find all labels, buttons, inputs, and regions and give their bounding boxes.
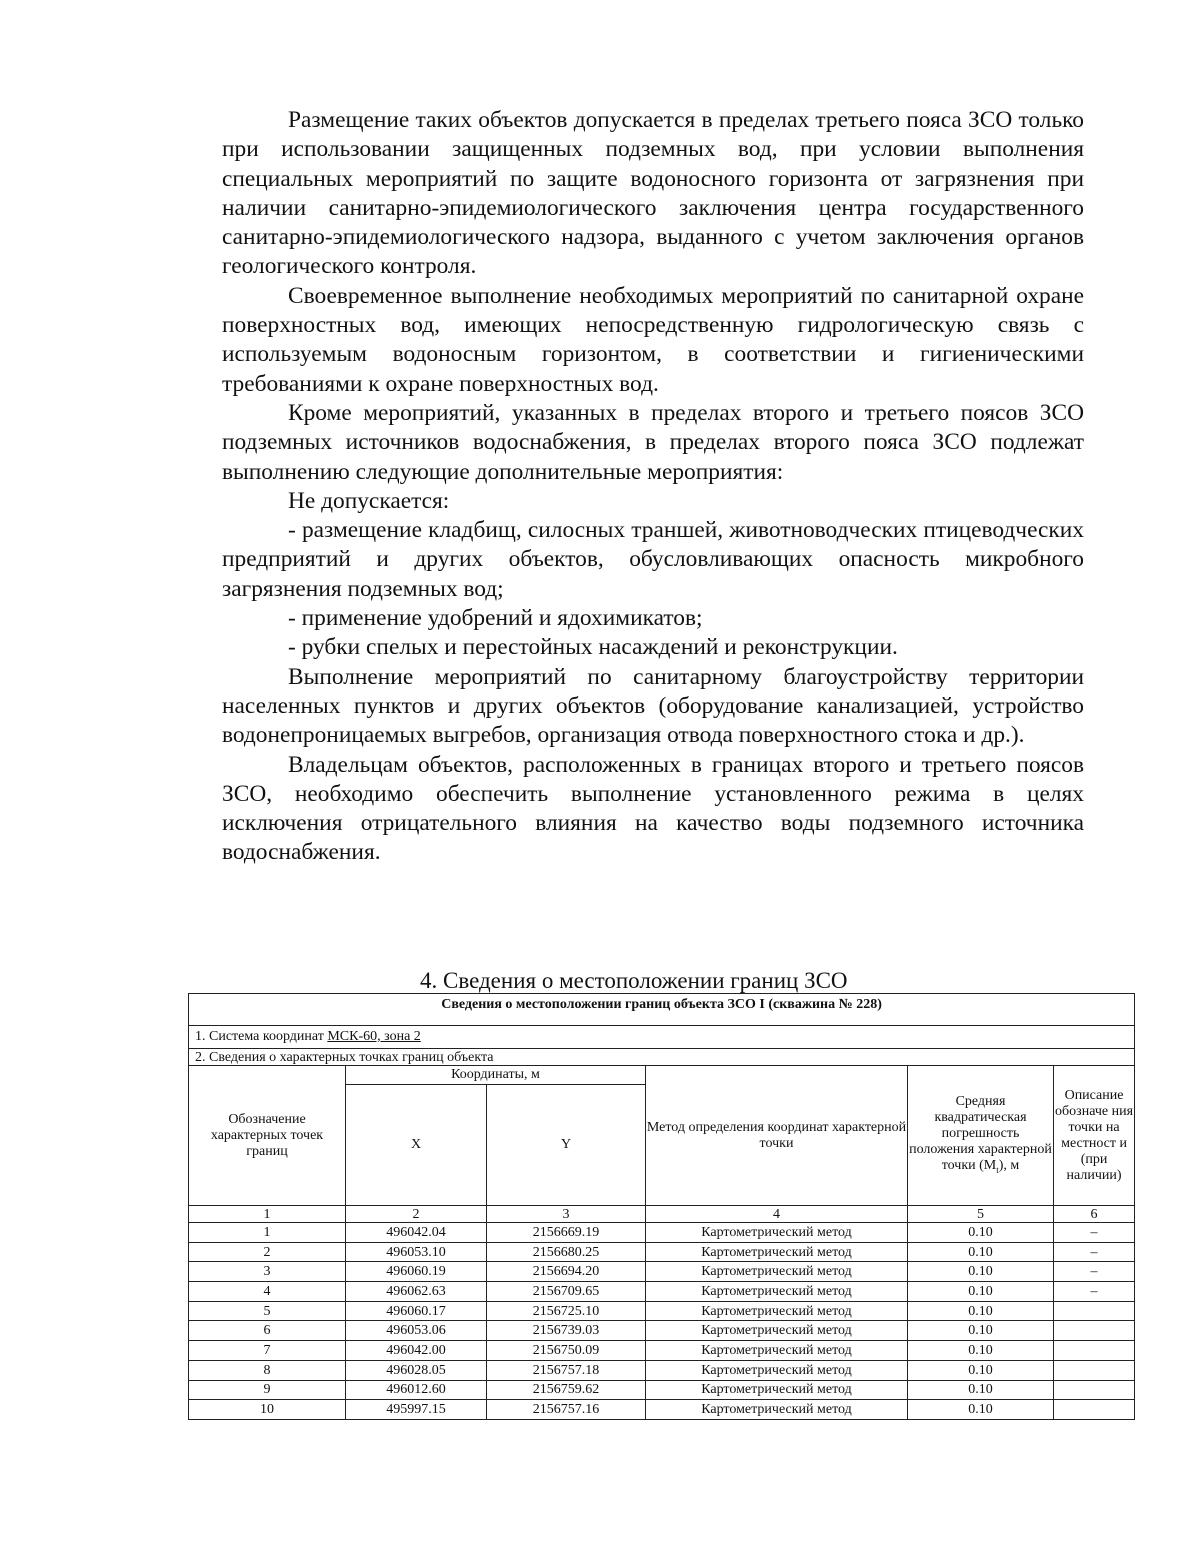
- method: Картометрический метод: [646, 1400, 908, 1420]
- error-value: 0.10: [908, 1360, 1054, 1380]
- method: Картометрический метод: [646, 1341, 908, 1361]
- header-y: Y: [487, 1085, 646, 1206]
- method: Картометрический метод: [646, 1380, 908, 1400]
- point-number: 6: [189, 1321, 346, 1341]
- point-number: 3: [189, 1262, 346, 1282]
- method: Картометрический метод: [646, 1360, 908, 1380]
- method: Картометрический метод: [646, 1223, 908, 1243]
- coord-x: 495997.15: [346, 1400, 487, 1420]
- column-number: 6: [1054, 1206, 1135, 1223]
- error-value: 0.10: [908, 1380, 1054, 1400]
- paragraph: Кроме мероприятий, указанных в пределах второго и третьего поясов ЗСО подземных источников водоснабжения, в пределах второго пояса ЗСО подлежат выполнению следующие дополнительные мероприятия:: [222, 399, 1084, 485]
- coord-y: 2156750.09: [487, 1341, 646, 1361]
- table-row: [189, 1400, 1135, 1420]
- paragraph: Выполнение мероприятий по санитарному благоустройству территории населенных пунктов и других объектов (оборудование канализацией, устройство водонепроницаемых выгребов, организация отвода поверхностного стока и др.).: [222, 663, 1084, 749]
- error-value: 0.10: [908, 1242, 1054, 1262]
- coordinate-system-prefix: 1. Система координат: [195, 1029, 328, 1044]
- point-number: 10: [189, 1400, 346, 1420]
- error-value: 0.10: [908, 1301, 1054, 1321]
- column-number: 1: [189, 1206, 346, 1223]
- paragraph: Размещение таких объектов допускается в пределах третьего пояса ЗСО только при использовании защищенных подземных вод, при условии выполнения специальных мероприятий по защите водоносного горизонта от загрязнения при наличии санитарно-эпидемиологического заключения центра государственного санитарно-эпидемиологического надзора, выданного с учетом заключения органов геологического контроля.: [222, 107, 1084, 280]
- method: Картометрический метод: [646, 1321, 908, 1341]
- coord-y: 2156669.19: [487, 1223, 646, 1243]
- point-number: 5: [189, 1301, 346, 1321]
- table-title: Сведения о местоположении границ объекта ЗСО I (скважина № 228): [189, 994, 1135, 1026]
- coord-x: 496042.04: [346, 1223, 487, 1243]
- coord-y: 2156694.20: [487, 1262, 646, 1282]
- coord-x: 496060.19: [346, 1262, 487, 1282]
- list-item: - применение удобрений и ядохимикатов;: [288, 605, 703, 632]
- coord-y: 2156680.25: [487, 1242, 646, 1262]
- header-error: Средняя квадратическая погрешность положения характерной точки $(M_t)$, м: [908, 1066, 1054, 1206]
- point-description: [1054, 1321, 1135, 1341]
- error-value: 0.10: [908, 1223, 1054, 1243]
- point-number: 9: [189, 1380, 346, 1400]
- point-description: –: [1054, 1282, 1135, 1302]
- table-row: [189, 1341, 1135, 1361]
- coordinate-system: [189, 1026, 1135, 1049]
- list-item: - рубки спелых и перестойных насаждений и реконструкции.: [288, 634, 898, 661]
- coord-y: 2156759.62: [487, 1380, 646, 1400]
- point-description: [1054, 1400, 1135, 1420]
- method: Картометрический метод: [646, 1282, 908, 1302]
- coord-x: 496053.06: [346, 1321, 487, 1341]
- method: Картометрический метод: [646, 1301, 908, 1321]
- table-row: [189, 1360, 1135, 1380]
- column-number: 5: [908, 1206, 1054, 1223]
- point-number: 8: [189, 1360, 346, 1380]
- paragraph: Не допускается:: [288, 487, 450, 514]
- coord-x: 496042.00: [346, 1341, 487, 1361]
- header-method: Метод определения координат характерной точки: [646, 1066, 908, 1206]
- column-number: 2: [346, 1206, 487, 1223]
- paragraph: Владельцам объектов, расположенных в границах второго и третьего поясов ЗСО, необходимо обеспечить выполнение установленного режима в целях исключения отрицательного влияния на качество воды подземного источника водоснабжения.: [222, 751, 1084, 866]
- coord-x: 496012.60: [346, 1380, 487, 1400]
- table-row: [189, 1301, 1135, 1321]
- error-value: 0.10: [908, 1400, 1054, 1420]
- method: Картометрический метод: [646, 1242, 908, 1262]
- body-text: [222, 106, 1084, 868]
- coord-x: 496060.17: [346, 1301, 487, 1321]
- error-value: 0.10: [908, 1341, 1054, 1361]
- section-title: 4. Сведения о местоположении границ ЗСО: [420, 968, 848, 993]
- table-row: [189, 1321, 1135, 1341]
- table-row: [189, 1262, 1135, 1282]
- error-value: 0.10: [908, 1262, 1054, 1282]
- header-designation: Обозначение характерных точек границ: [189, 1066, 346, 1206]
- coord-y: 2156725.10: [487, 1301, 646, 1321]
- point-description: [1054, 1341, 1135, 1361]
- header-coords: Координаты, м: [346, 1066, 646, 1085]
- table-row: [189, 1242, 1135, 1262]
- coordinate-system-value: МСК-60, зона 2: [327, 1029, 421, 1044]
- column-numbers-row: [189, 1206, 1135, 1223]
- column-number: 3: [487, 1206, 646, 1223]
- point-description: –: [1054, 1223, 1135, 1243]
- coord-x: 496062.63: [346, 1282, 487, 1302]
- column-number: 4: [646, 1206, 908, 1223]
- point-number: 2: [189, 1242, 346, 1262]
- point-description: [1054, 1301, 1135, 1321]
- coord-x: 496053.10: [346, 1242, 487, 1262]
- table-row: [189, 1282, 1135, 1302]
- point-number: 7: [189, 1341, 346, 1361]
- point-number: 1: [189, 1223, 346, 1243]
- coord-y: 2156709.65: [487, 1282, 646, 1302]
- list-item: - размещение кладбищ, силосных траншей, животноводческих птицеводческих предприятий и других объектов, обусловливающих опасность микробного загрязнения подземных вод;: [222, 517, 1084, 602]
- table-row: [189, 1223, 1135, 1243]
- error-value: 0.10: [908, 1321, 1054, 1341]
- point-description: –: [1054, 1262, 1135, 1282]
- paragraph: Своевременное выполнение необходимых мероприятий по санитарной охране поверхностных вод, имеющих непосредственную гидрологическую связь с используемым водоносным горизонтом, в соответствии и гигиеническими требованиями к охране поверхностных вод.: [222, 282, 1084, 397]
- coord-x: 496028.05: [346, 1360, 487, 1380]
- point-description: –: [1054, 1242, 1135, 1262]
- point-description: [1054, 1380, 1135, 1400]
- header-description: Описание обозначе ния точки на местност и (при наличии): [1054, 1066, 1135, 1206]
- error-value: 0.10: [908, 1282, 1054, 1302]
- coord-y: 2156757.16: [487, 1400, 646, 1420]
- header-x: X: [346, 1085, 487, 1206]
- points-info: 2. Сведения о характерных точках границ объекта: [189, 1049, 1135, 1066]
- coord-y: 2156739.03: [487, 1321, 646, 1341]
- point-description: [1054, 1360, 1135, 1380]
- point-number: 4: [189, 1282, 346, 1302]
- coord-y: 2156757.18: [487, 1360, 646, 1380]
- table-row: [189, 1380, 1135, 1400]
- coordinates-table: [188, 993, 1135, 1420]
- method: Картометрический метод: [646, 1262, 908, 1282]
